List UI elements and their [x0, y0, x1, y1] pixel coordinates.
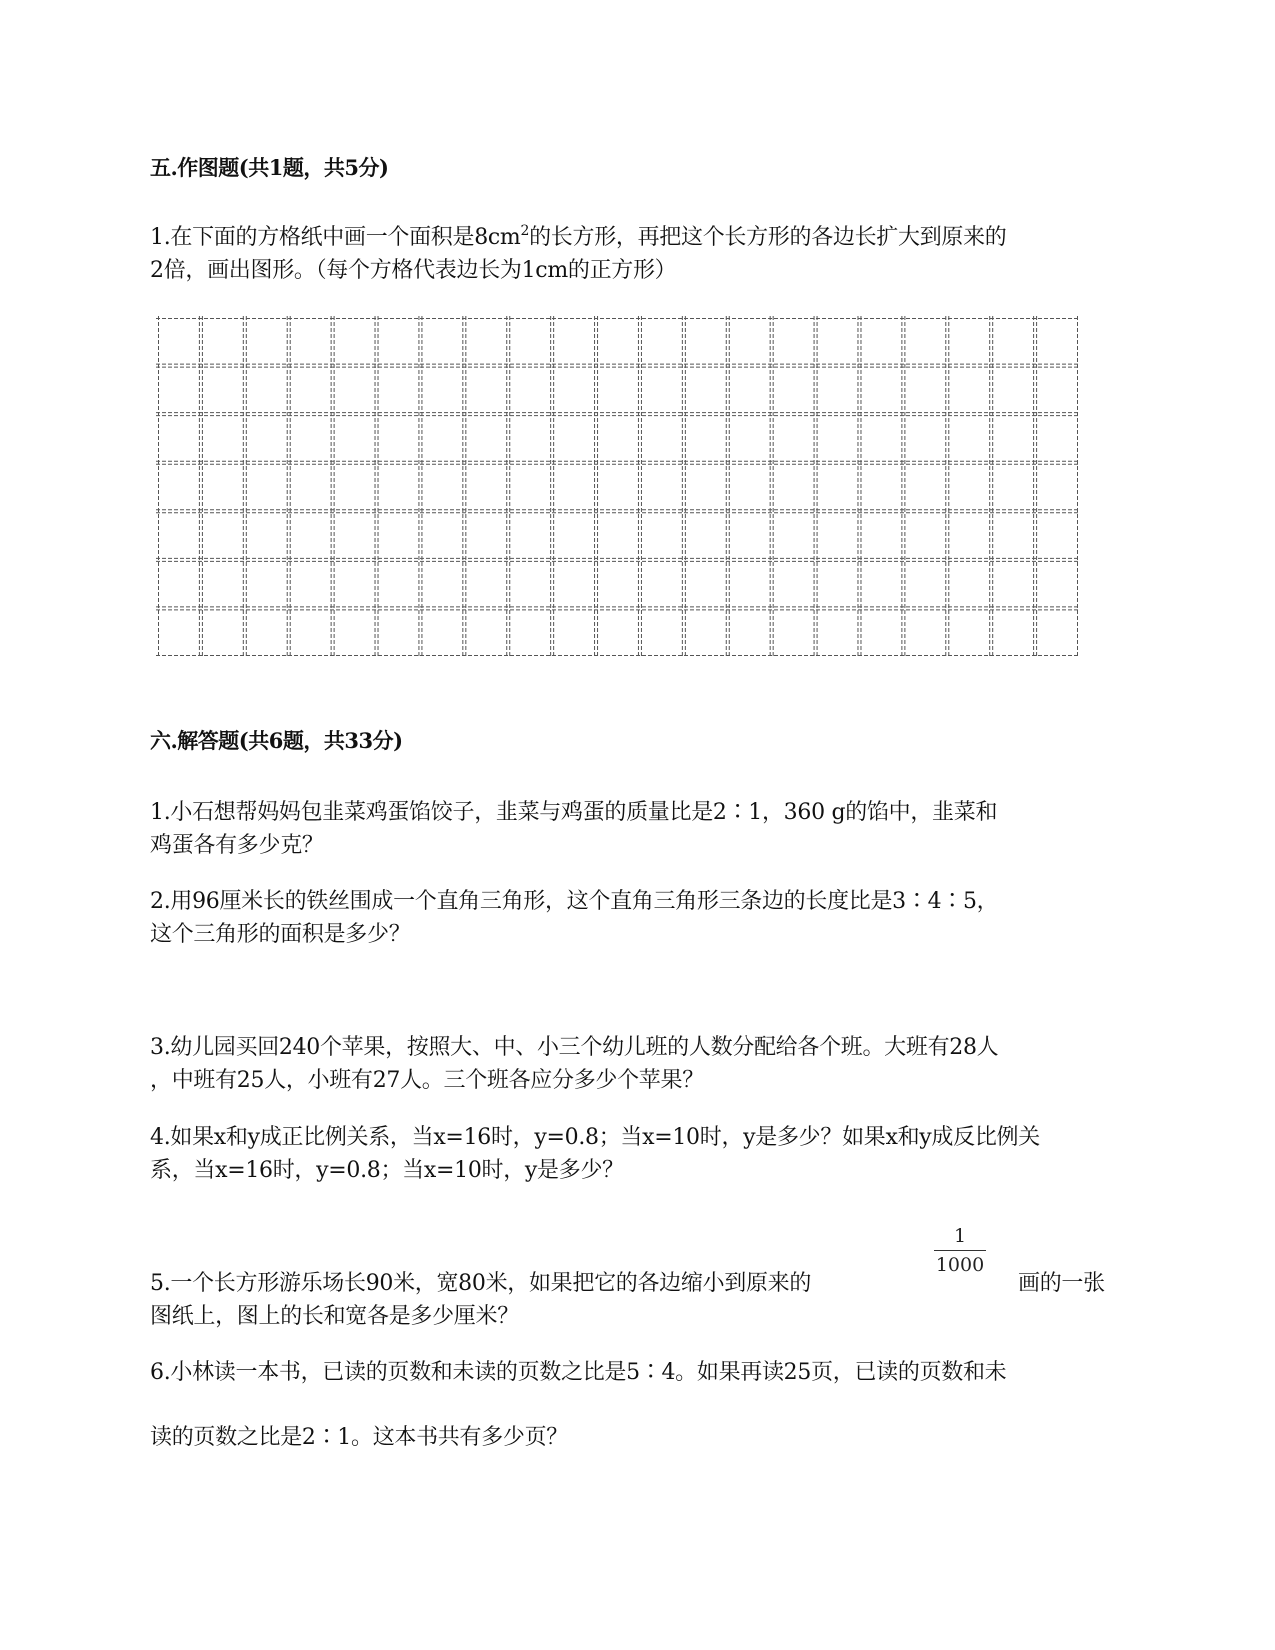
s5-q1-text-before: 1.在下面的方格纸中画一个面积是8cm	[150, 225, 521, 250]
drawing-grid[interactable]	[156, 316, 1080, 658]
s6-q4-line-1: 4.如果x和y成正比例关系，当x=16时，y=0.8；当x=10时，y是多少？如果x和y成反比例关	[150, 1125, 1040, 1150]
s5-q1-text-after: 的长方形，再把这个长方形的各边长扩大到原来的	[529, 225, 1007, 250]
grid-svg	[156, 316, 1080, 658]
s6-q4-line-2: 系，当x=16时，y=0.8；当x=10时，y是多少？	[150, 1158, 624, 1183]
s6-q1-line-1: 1.小石想帮妈妈包韭菜鸡蛋馅饺子，韭菜与鸡蛋的质量比是2∶1，360 g的馅中，韭菜和	[150, 800, 998, 825]
fraction-numerator: 1	[953, 1225, 967, 1247]
fraction-one-thousandth	[930, 1224, 990, 1277]
s6-q2-line-1: 2.用96厘米长的铁丝围成一个直角三角形，这个直角三角形三条边的长度比是3∶4∶5，	[150, 889, 999, 914]
s5-q1-line-2: 2倍，画出图形。（每个方格代表边长为1cm的正方形）	[150, 258, 677, 283]
s5-q1-line-1	[150, 220, 1007, 251]
fraction-bar	[934, 1250, 986, 1251]
s6-q3-line-1: 3.幼儿园买回240个苹果，按照大、中、小三个幼儿班的人数分配给各个班。大班有28人	[150, 1035, 999, 1060]
s6-q1-line-2: 鸡蛋各有多少克？	[150, 833, 324, 858]
s6-q6-line-1: 6.小林读一本书，已读的页数和未读的页数之比是5∶4。如果再读25页，已读的页数和未	[150, 1360, 1007, 1385]
s6-q5-line-2: 图纸上，图上的长和宽各是多少厘米？	[150, 1304, 519, 1329]
superscript: 2	[520, 223, 530, 239]
s6-q6-line-2: 读的页数之比是2∶1。这本书共有多少页？	[150, 1425, 568, 1450]
section-6-heading: 六.解答题(共6题，共33分)	[150, 728, 403, 753]
section-5-heading: 五.作图题(共1题，共5分)	[150, 155, 389, 180]
s6-q2-line-2: 这个三角形的面积是多少？	[150, 922, 411, 947]
s6-q3-line-2: ，中班有25人，小班有27人。三个班各应分多少个苹果？	[150, 1068, 704, 1093]
s6-q5-line-1-after: 画的一张	[1018, 1271, 1105, 1296]
fraction-denominator: 1000	[935, 1254, 985, 1276]
s6-q5-line-1-before: 5.一个长方形游乐场长90米，宽80米，如果把它的各边缩小到原来的	[150, 1271, 812, 1296]
